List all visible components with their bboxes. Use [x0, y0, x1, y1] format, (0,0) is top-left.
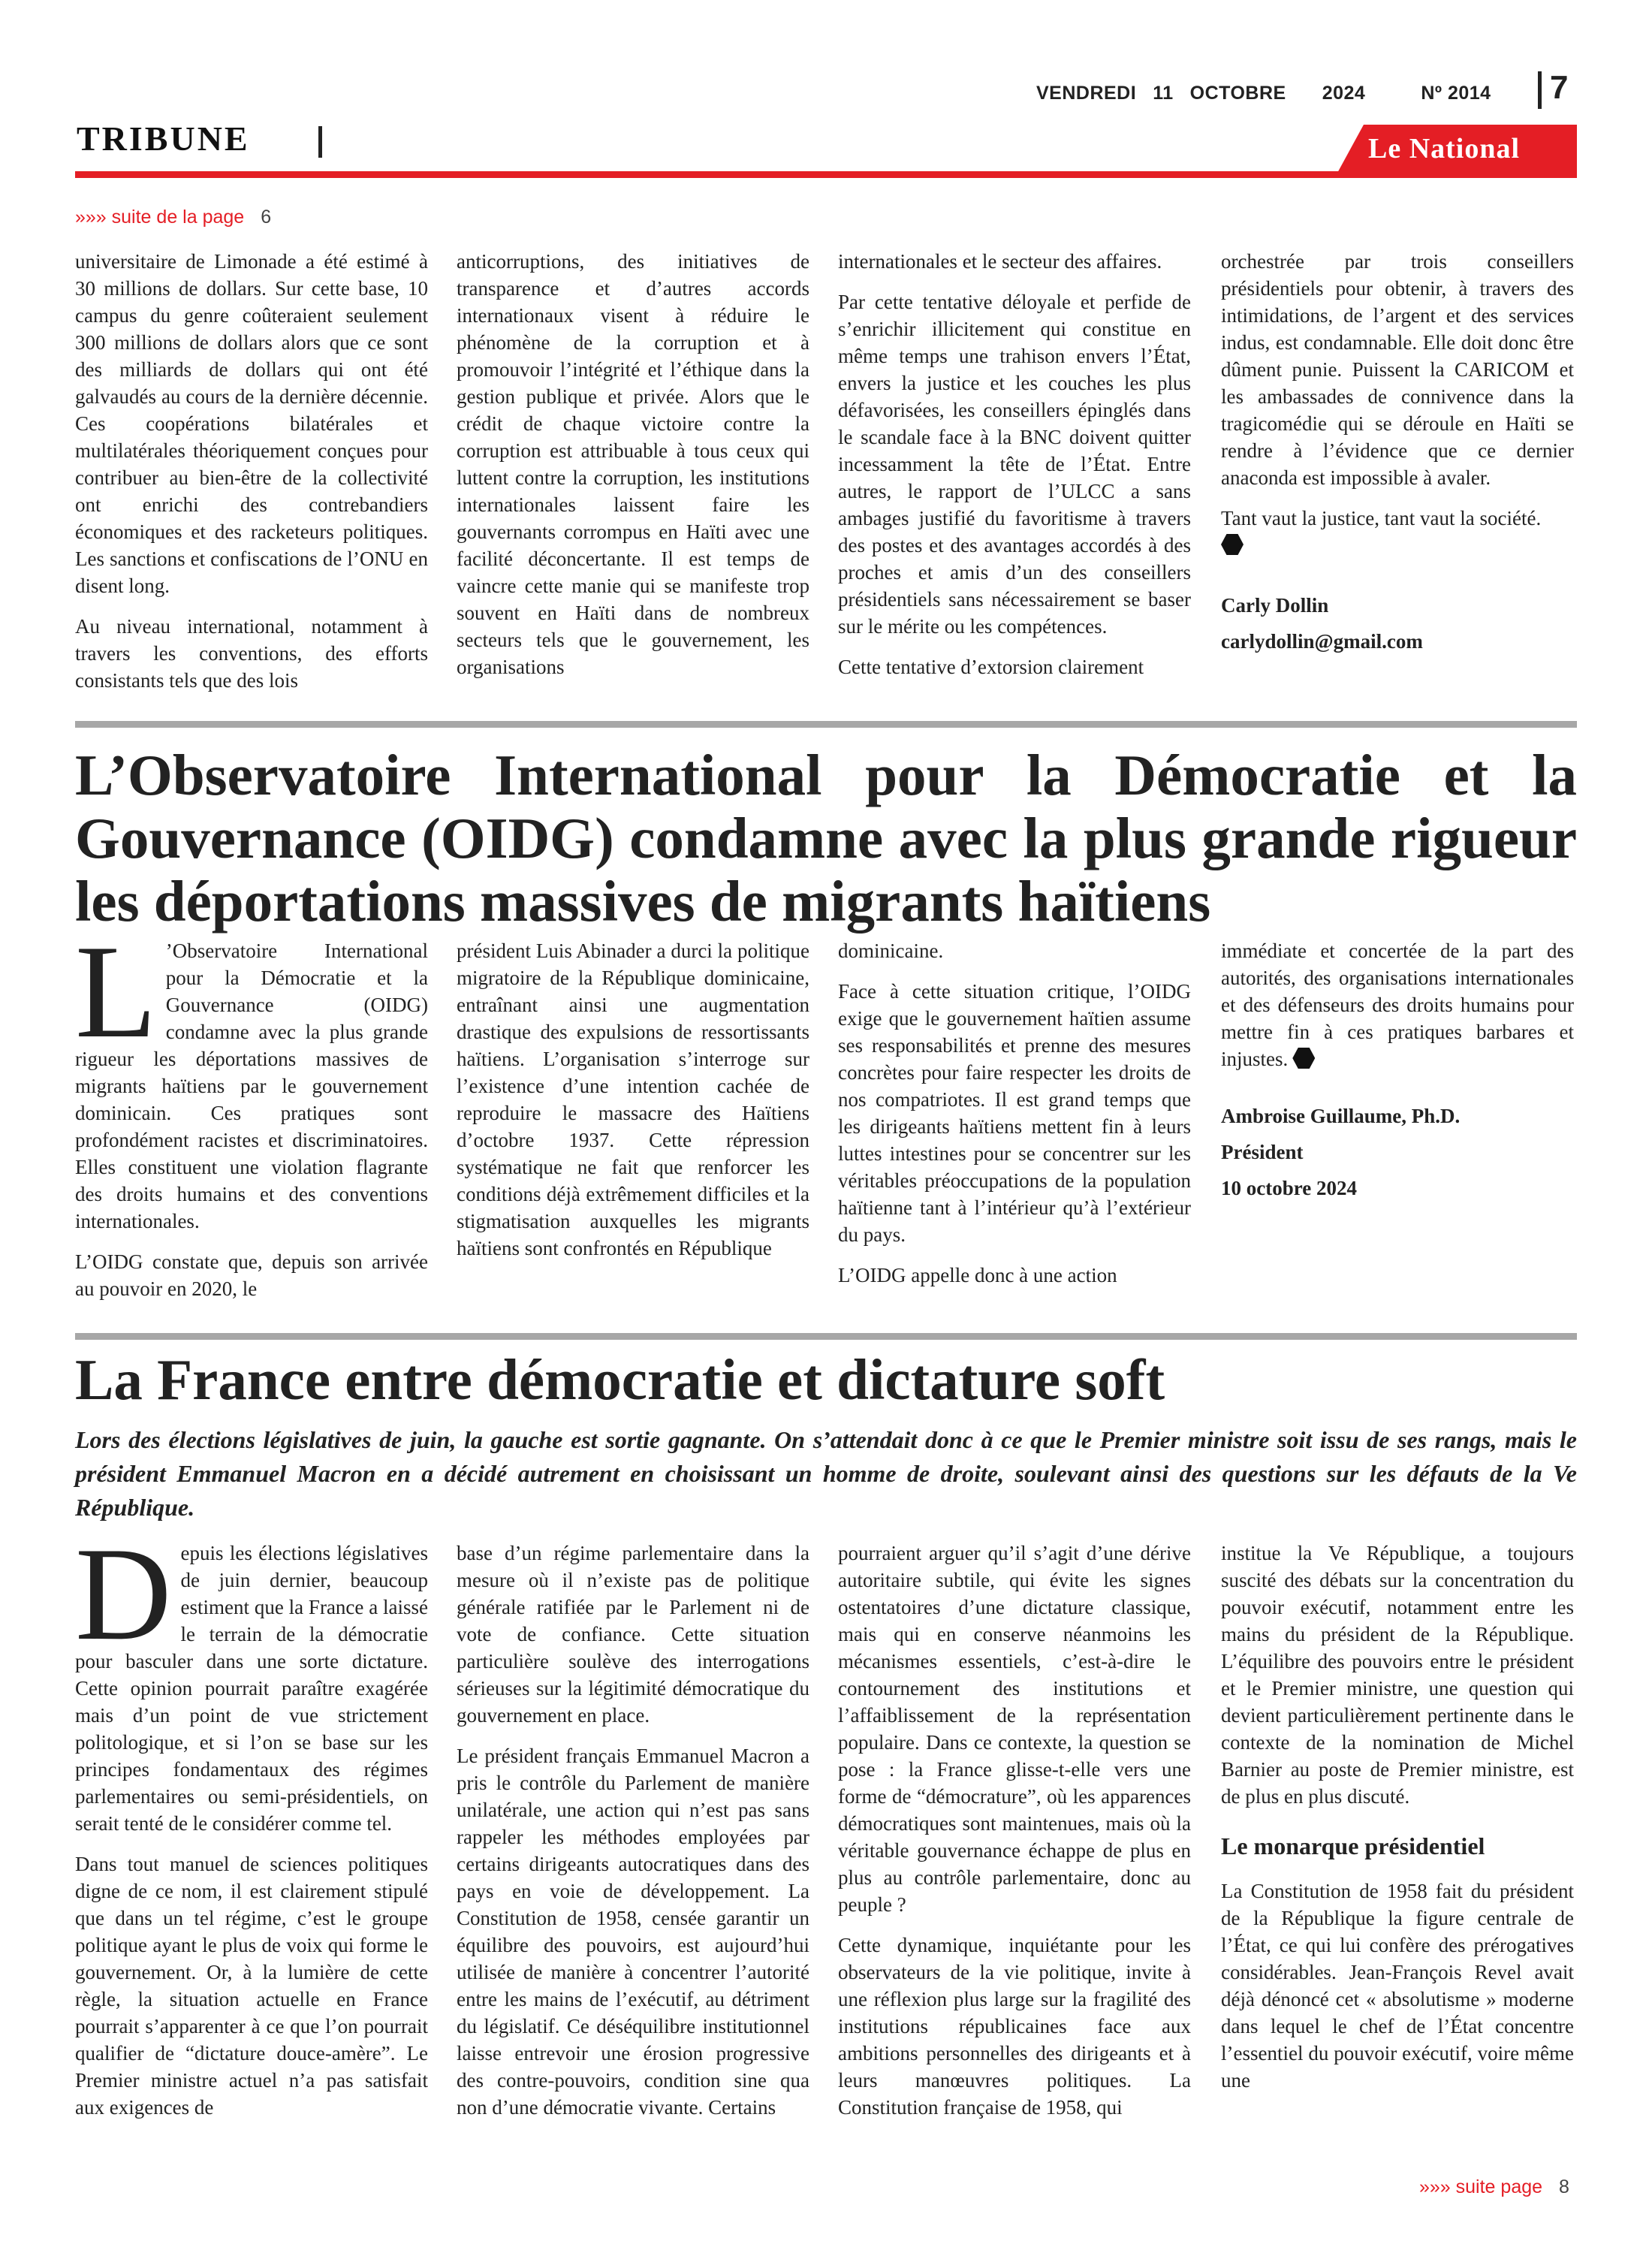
paragraph: président Luis Abinader a durci la politique migratoire de la République dominicaine, entraînant ainsi une augmentation drastique des expulsions de ressortissants haïtiens. L’organisation s’interroge sur l’existence d’une intention cachée de reproduire le massacre des Haïtiens d’octobre 1937. Cette répression systématique ne fait que renforcer les conditions déjà extrêmement difficiles et la stigmatisation auxquelles les migrants haïtiens sont confrontés en République	[457, 940, 809, 1259]
subheading: Le monarque présidentiel	[1221, 1832, 1485, 1859]
paragraph: dominicaine.	[838, 940, 944, 962]
article1-column-4	[1221, 248, 1574, 664]
article3-column-3	[838, 1540, 1191, 2134]
closing-line: Tant vaut la justice, tant vaut la société.	[1221, 507, 1542, 529]
drop-cap: D	[75, 1519, 172, 1668]
article2-column-3	[838, 937, 1191, 1302]
article1-column-3	[838, 248, 1191, 694]
paragraph: Cette tentative d’extorsion clairement	[838, 656, 1144, 678]
continued-on-label: »»» suite page	[1419, 2176, 1543, 2197]
paragraph: pourraient arguer qu’il s’agit d’une dérive autoritaire subtile, qui évite les signes ostentatoires d’une dictature classique, mais qui en conserve néanmoins les mécanismes essentiels, c’est-à-dire le contournement des institutions et l’affaiblissement de la représentation populaire. Dans ce contexte, la question se pose : la France glisse-t-elle vers une forme de “démocrature”, où les apparences démocratiques sont maintenues, mais où la véritable gouvernance échappe de plus en plus au contrôle parlementaire, donc au peuple ?	[838, 1542, 1191, 1916]
article2-column-4	[1221, 937, 1574, 1211]
article1-column-2	[457, 248, 809, 694]
paragraph: base d’un régime parlementaire dans la mesure où il n’existe pas de politique générale ratifiée par le Parlement ni de vote de confiance. Cette situation particulière soulève des interrogations sérieuses sur la légitimité démocratique du gouvernement en place.	[457, 1542, 809, 1727]
issue-number: Nº 2014	[1421, 83, 1491, 104]
paragraph: orchestrée par trois conseillers présidentiels pour obtenir, à travers des intimidations, de l’argent et des services indus, est condamnable. Elle doit donc être dûment punie. Puissent la CARICOM et les ambassades de connivence dans la tragicomédie qui se déroule en Haïti se rendre à l’évidence que ce dernier anaconda est impossible à avaler.	[1221, 250, 1574, 489]
continued-on[interactable]	[1419, 2176, 1569, 2198]
paragraph: anticorruptions, des initiatives de transparence et d’autres accords internationaux visent à réduire le phénomène de la corruption et à promouvoir l’intégrité et l’éthique dans la gestion publique et privée. Alors que le crédit de chaque victoire contre la corruption est attribuable à tous ceux qui luttent contre la corruption, les institutions internationales laissent faire les gouvernants corrompus en Haïti avec une facilité déconcertante. Il est temps de vaincre cette manie qui se manifeste trop souvent en Haïti dans de nombreux secteurs tels que le gouvernement, les organisations	[457, 250, 809, 678]
article2-headline: L’Observatoire International pour la Démocratie et la Gouvernance (OIDG) condamne avec la plus grande rigueur les déportations massives de migrants haïtiens	[75, 743, 1577, 933]
continued-on-page: 8	[1559, 2176, 1569, 2197]
paragraph-text: immédiate et concertée de la part des autorités, des organisations internationales et des défenseurs des droits humains pour mettre fin à ces pratiques barbares et injustes.	[1221, 940, 1574, 1070]
paragraph: Par cette tentative déloyale et perfide de s’enrichir illicitement qui constitue en même temps une trahison envers l’État, envers la justice et les couches les plus défavorisées, les conseillers épinglés dans le scandale face à la BNC doivent quitter incessamment la tête de l’État. Entre autres, le rapport de l’ULCC a sans ambages justifié du favoritisme à travers des postes et des avantages accordés à des proches et amis d’un des conseillers présidentiels sans nécessairement se baser sur le mérite ou les compétences.	[838, 291, 1191, 638]
paragraph: Face à cette situation critique, l’OIDG exige que le gouvernement haïtien assume ses responsabilités et prenne des mesures concrètes pour faire respecter les droits de nos compatriotes. Il est grand temps que les dirigeants haïtiens mettent fin à leurs luttes intestines pour se concentrer sur les véritables préoccupations de la population haïtienne tant à l’intérieur qu’à l’extérieur du pays.	[838, 980, 1191, 1246]
end-mark-icon	[1221, 534, 1244, 555]
continued-from-page: 6	[261, 207, 272, 228]
article3-column-1	[75, 1519, 428, 2134]
paragraph	[1221, 937, 1574, 1072]
paragraph	[75, 1519, 428, 1837]
section-rule	[75, 1333, 1577, 1340]
section-rule	[75, 721, 1577, 728]
paragraph: Dans tout manuel de sciences politiques digne de ce nom, il est clairement stipulé que dans un tel régime, c’est le groupe politique ayant le plus de voix qui forme le gouvernement. Or, à la lumière de cette règle, la situation actuelle en France pourrait s’apparenter à ce que l’on pourrait qualifier de “dictature douce-amère”. Le Premier ministre actuel n’a pas satisfait aux exigences de	[75, 1853, 428, 2119]
section-title: TRIBUNE	[77, 119, 250, 158]
paragraph: Au niveau international, notamment à travers les conventions, des efforts consistants tels que des lois	[75, 615, 428, 692]
signature-date: 10 octobre 2024	[1221, 1177, 1357, 1199]
article3-column-2	[457, 1540, 809, 2134]
author-name: Carly Dollin	[1221, 594, 1329, 617]
paragraph-text: epuis les élections législatives de juin dernier, beaucoup estiment que la France a laissé le terrain de la démocratie pour basculer dans une sorte dictature. Cette opinion pourrait paraître exagérée mais d’un point de vue strictement politologique, et si l’on se base sur les principes fondamentaux des régimes parlementaires ou semi-présidentiels, on serait tenté de le considérer comme tel.	[75, 1542, 428, 1835]
article2-column-2	[457, 937, 809, 1275]
article1-column-1	[75, 248, 428, 707]
article3-headline: La France entre démocratie et dictature soft	[75, 1347, 1165, 1412]
date-month: OCTOBRE	[1189, 83, 1286, 104]
article2-column-1	[75, 917, 428, 1316]
paragraph	[75, 917, 428, 1235]
page-number: 7	[1550, 69, 1569, 106]
paragraph: Le président français Emmanuel Macron a pris le contrôle du Parlement de manière unilatérale, une action qui n’est pas sans rappeler les méthodes employées par certains dirigeants autocratiques dans des pays en voie de développement. La Constitution de 1958, censée garantir un équilibre des pouvoirs, est aujourd’hui utilisée de manière à concentrer l’autorité entre les mains de l’exécutif, au détriment du législatif. Ce déséquilibre institutionnel laisse entrevoir une érosion progressive des contre-pouvoirs, condition sine qua non d’une démocratie vivante. Certains	[457, 1745, 809, 2119]
author-email[interactable]: carlydollin@gmail.com	[1221, 630, 1423, 653]
brand-name: Le National	[1368, 133, 1521, 164]
article3-column-4	[1221, 1540, 1574, 2107]
date-number: 11	[1153, 83, 1174, 104]
date-day: VENDREDI	[1036, 83, 1137, 104]
end-mark-icon	[1292, 1048, 1315, 1069]
paragraph: L’OIDG constate que, depuis son arrivée au pouvoir en 2020, le	[75, 1250, 428, 1300]
paragraph: L’OIDG appelle donc à une action	[838, 1264, 1117, 1286]
article3-deck: Lors des élections législatives de juin, la gauche est sortie gagnante. On s’attendait donc à ce que le Premier ministre soit issu de ses rangs, mais le président Emmanuel Macron en a décidé autrement en choisissant un homme de droite, soulevant ainsi des questions sur les défauts de la Ve République.	[75, 1426, 1577, 1521]
dateline	[1036, 83, 1508, 104]
paragraph-text: ’Observatoire International pour la Démocratie et la Gouvernance (OIDG) condamne avec la plus grande rigueur les déportations massives de migrants haïtiens par le gouvernement dominicain. Ces pratiques sont profondément racistes et discriminatoires. Elles constituent une violation flagrante des droits humains et des conventions internationales.	[75, 940, 428, 1232]
paragraph: institue la Ve République, a toujours suscité des débats sur la concentration du pouvoir exécutif, notamment entre les mains du président de la République. L’équilibre des pouvoirs entre le président et le Premier ministre, une question qui devient particulièrement pertinente dans le contexte de la nomination de Michel Barnier au poste de Premier ministre, est de plus en plus discuté.	[1221, 1542, 1574, 1808]
date-year: 2024	[1322, 83, 1366, 104]
signer-name: Ambroise Guillaume, Ph.D.	[1221, 1105, 1461, 1127]
drop-cap: L	[75, 917, 157, 1066]
continued-from[interactable]	[75, 207, 271, 228]
signer-title: Président	[1221, 1141, 1304, 1163]
continued-from-label: »»» suite de la page	[75, 207, 245, 228]
paragraph: La Constitution de 1958 fait du président de la République la figure centrale de l’État, ce qui lui confère des prérogatives considérables. Jean-François Revel avait déjà dénoncé cet « absolutisme » moderne dans lequel le chef de l’État concentre l’essentiel du pouvoir exécutif, voire même une	[1221, 1880, 1574, 2092]
paragraph	[1221, 505, 1574, 559]
paragraph: universitaire de Limonade a été estimé à 30 millions de dollars. Sur cette base, 10 campus du genre coûteraient seulement 300 millions de dollars alors que ce sont des milliards de dollars qui ont été galvaudés au cours de la dernière décennie. Ces coopérations bilatérales et multilatérales théoriquement conçues pour contribuer au bien-être de la collectivité ont enrichi des contrebandiers économiques et des racketeurs politiques. Les sanctions et confiscations de l’ONU en disent long.	[75, 250, 428, 597]
page-number-divider	[1538, 71, 1542, 109]
paragraph: Cette dynamique, inquiétante pour les observateurs de la vie politique, invite à une réflexion plus large sur la fragilité des institutions républicaines face aux ambitions personnelles des dirigeants et à leurs manœuvres politiques. La Constitution française de 1958, qui	[838, 1934, 1191, 2119]
section-divider	[318, 126, 322, 158]
paragraph: internationales et le secteur des affaires.	[838, 250, 1162, 273]
